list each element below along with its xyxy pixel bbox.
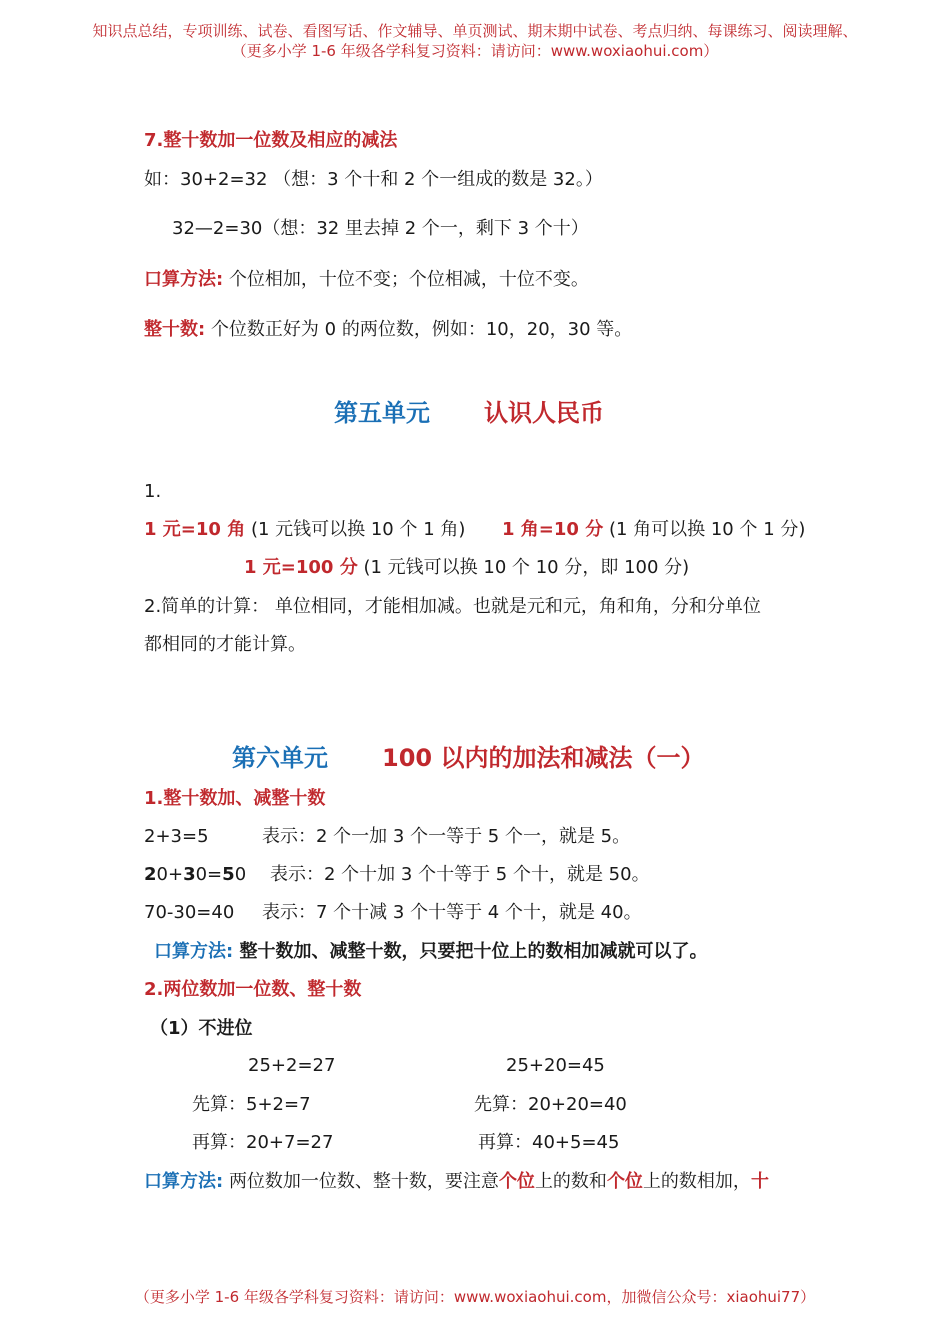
method-label: 口算方法: <box>144 269 224 290</box>
method-text-part: 两位数加一位数、整十数，要注意 <box>228 1171 499 1192</box>
unit5-para2-line1: 2.简单的计算： 单位相同，才能相加减。也就是元和元，角和角，分和分单位 <box>144 596 761 617</box>
rate-yuan-jiao-note: (1 元钱可以换 10 个 1 角) <box>250 519 466 540</box>
eq-part: 0+ <box>156 864 184 885</box>
unit6-topic: 100 以内的加法和减法（一） <box>382 744 705 772</box>
unit6-method-1 <box>154 940 707 964</box>
calc-b-second-step: 再算：40+5=45 <box>478 1132 620 1153</box>
example-1-description: 表示：2 个一加 3 个一等于 5 个一，就是 5。 <box>262 826 631 847</box>
example-2-equation <box>144 863 246 887</box>
example-3-description: 表示：7 个十减 3 个十等于 4 个十，就是 40。 <box>262 902 642 923</box>
method-label: 口算方法: <box>144 1171 224 1192</box>
section7-title: 7.整十数加一位数及相应的减法 <box>144 130 398 151</box>
eq-digit: 3 <box>183 864 196 885</box>
rate-yuan-fen: 1 元=100 分 <box>244 557 358 578</box>
unit6-s2-subtitle: （1）不进位 <box>150 1018 253 1039</box>
calc-a-second-step: 再算：20+7=27 <box>192 1132 334 1153</box>
rate-jiao-fen: 1 角=10 分 <box>502 519 604 540</box>
eq-digit: 2 <box>144 864 157 885</box>
unit6-heading <box>232 743 704 773</box>
section7-method <box>144 268 589 292</box>
unit5-topic: 认识人民币 <box>484 399 604 427</box>
definition-text: 个位数正好为 0 的两位数，例如：10，20，30 等。 <box>210 319 633 340</box>
highlight-ones: 个位 <box>606 1171 643 1192</box>
rate-jiao-fen-note: (1 角可以换 10 个 1 分) <box>608 519 806 540</box>
eq-part: 0= <box>195 864 223 885</box>
unit6-method-2 <box>144 1170 769 1194</box>
eq-digit: 5 <box>222 864 235 885</box>
method-text: 整十数加、减整十数，只要把十位上的数相加减就可以了。 <box>239 941 708 962</box>
unit5-item-number: 1. <box>144 481 162 502</box>
method-text: 个位相加，十位不变；个位相减，十位不变。 <box>228 269 589 290</box>
method-text-part: 上的数和 <box>534 1171 607 1192</box>
section7-definition <box>144 318 632 342</box>
example-1-equation: 2+3=5 <box>144 826 209 847</box>
rate-yuan-jiao: 1 元=10 角 <box>144 519 246 540</box>
unit5-para2-line2: 都相同的才能计算。 <box>144 634 306 655</box>
calc-a-first-step: 先算：5+2=7 <box>192 1094 311 1115</box>
header-line-2: （更多小学 1-6 年级各学科复习资料：请访问：www.woxiaohui.com） <box>231 42 719 60</box>
unit5-heading <box>334 398 604 428</box>
unit5-rate-1 <box>144 518 465 542</box>
definition-label: 整十数: <box>144 319 206 340</box>
method-text-part: 上的数相加， <box>642 1171 751 1192</box>
unit5-rate-3 <box>244 556 689 580</box>
unit5-rate-2 <box>502 518 805 542</box>
unit5-label: 第五单元 <box>334 399 430 427</box>
example-2-description: 表示：2 个十加 3 个十等于 5 个十，就是 50。 <box>270 864 650 885</box>
header-line-1: 知识点总结，专项训练、试卷、看图写话、作文辅导、单页测试、期末期中试卷、考点归纳、每课练习、阅读理解、 <box>92 22 858 40</box>
unit6-s2-title: 2.两位数加一位数、整十数 <box>144 979 362 1000</box>
calc-b-equation: 25+20=45 <box>506 1055 605 1076</box>
example-3-equation: 70-30=40 <box>144 902 235 923</box>
footer-line: （更多小学 1-6 年级各学科复习资料：请访问：www.woxiaohui.com，加微信公众号：xiaohui77） <box>134 1288 816 1306</box>
section7-example-2: 32—2=30（想：32 里去掉 2 个一，剩下 3 个十） <box>172 218 589 239</box>
highlight-ones: 个位 <box>498 1171 535 1192</box>
eq-part: 0 <box>234 864 247 885</box>
method-label: 口算方法: <box>154 941 234 962</box>
highlight-tens: 十 <box>750 1171 769 1192</box>
calc-a-equation: 25+2=27 <box>248 1055 336 1076</box>
section7-example-1: 如：30+2=32 （想：3 个十和 2 个一组成的数是 32。） <box>144 169 603 190</box>
rate-yuan-fen-note: (1 元钱可以换 10 个 10 分，即 100 分) <box>363 557 690 578</box>
unit6-label: 第六单元 <box>232 744 328 772</box>
unit6-s1-title: 1.整十数加、减整十数 <box>144 788 326 809</box>
calc-b-first-step: 先算：20+20=40 <box>474 1094 627 1115</box>
